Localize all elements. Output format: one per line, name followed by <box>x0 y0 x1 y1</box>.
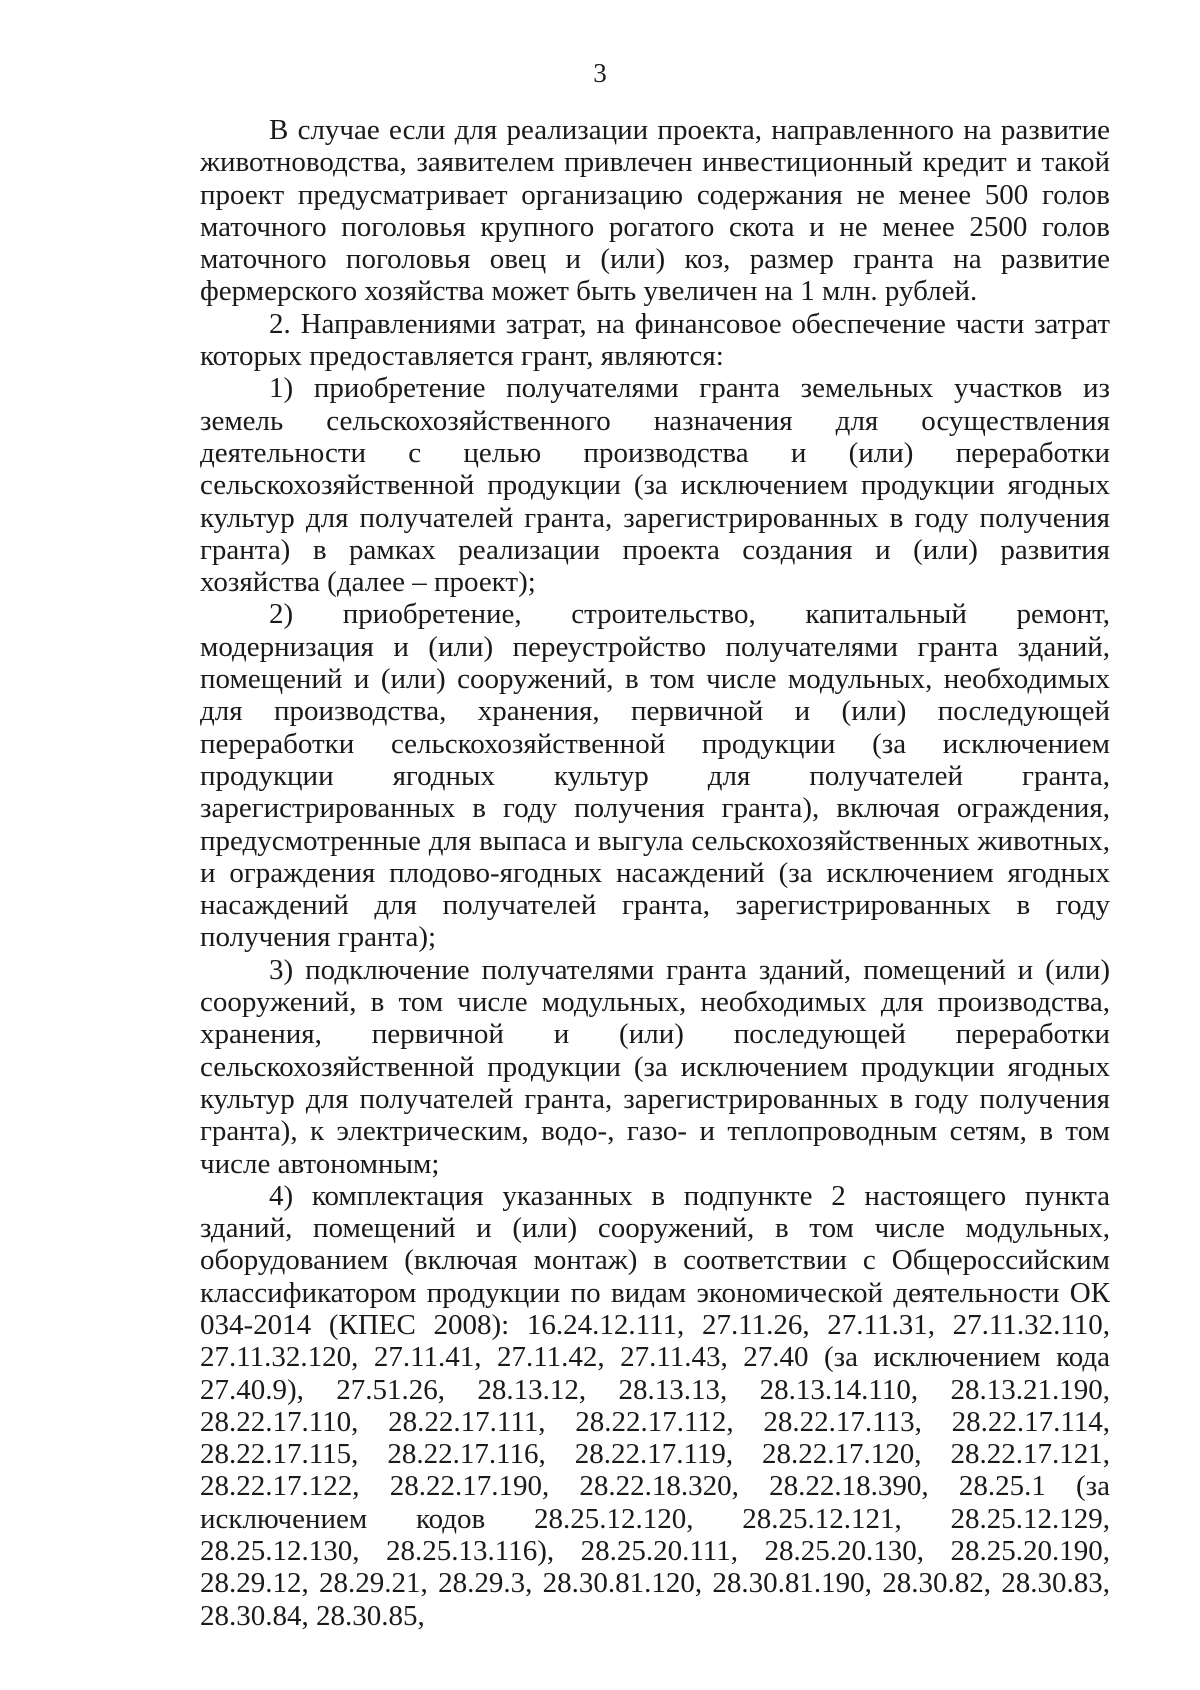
page-number: 3 <box>593 58 607 88</box>
list-item-buildings-construction: 2) приобретение, строительство, капитальный ремонт, модернизация и (или) переустройство получателями гранта зданий, помещений и (или) сооружений, в том числе модульных, необходимых для производства, хранения, первичной и (или) последующей переработки сельскохозяйственной продукции (за исключением продукции ягодных культур для получателей гранта, зарегистрированных в году получения гранта), включая ограждения, предусмотренные для выпаса и выгула сельскохозяйственных животных, и ограждения плодово-ягодных насаждений (за исключением ягодных насаждений для получателей гранта, зарегистрированных в году получения гранта); <box>200 598 1110 954</box>
list-item-land-acquisition: 1) приобретение получателями гранта земельных участков из земель сельскохозяйственного назначения для осуществления деятельности с целью производства и (или) переработки сельскохозяйственной продукции (за исключением продукции ягодных культур для получателей гранта, зарегистрированных в году получения гранта) в рамках реализации проекта создания и (или) развития хозяйства (далее – проект); <box>200 372 1110 599</box>
paragraph-expense-directions-intro: 2. Направлениями затрат, на финансовое обеспечение части затрат которых предоставляется грант, являются: <box>200 307 1110 373</box>
document-body <box>200 114 1110 1632</box>
paragraph-livestock-grant-increase: В случае если для реализации проекта, направленного на развитие животноводства, заявителем привлечен инвестиционный кредит и такой проект предусматривает организацию содержания не менее 500 голов маточного поголовья крупного рогатого скота и не менее 2500 голов маточного поголовья овец и (или) коз, размер гранта на развитие фермерского хозяйства может быть увеличен на 1 млн. рублей. <box>200 114 1110 308</box>
list-item-utility-connection: 3) подключение получателями гранта зданий, помещений и (или) сооружений, в том числе модульных, необходимых для производства, хранения, первичной и (или) последующей переработки сельскохозяйственной продукции (за исключением продукции ягодных культур для получателей гранта, зарегистрированных в году получения гранта), к электрическим, водо-, газо- и теплопроводным сетям, в том числе автономным; <box>200 953 1110 1180</box>
list-item-equipment-codes: 4) комплектация указанных в подпункте 2 настоящего пункта зданий, помещений и (или) сооружений, в том числе модульных, оборудованием (включая монтаж) в соответствии с Общероссийским классификатором продукции по видам экономической деятельности ОК 034-2014 (КПЕС 2008): 16.24.12.111, 27.11.26, 27.11.31, 27.11.32.110, 27.11.32.120, 27.11.41, 27.11.42, 27.11.43, 27.40 (за исключением кода 27.40.9), 27.51.26, 28.13.12, 28.13.13, 28.13.14.110, 28.13.21.190, 28.22.17.110, 28.22.17.111, 28.22.17.112, 28.22.17.113, 28.22.17.114, 28.22.17.115, 28.22.17.116, 28.22.17.119, 28.22.17.120, 28.22.17.121, 28.22.17.122, 28.22.17.190, 28.22.18.320, 28.22.18.390, 28.25.1 (за исключением кодов 28.25.12.120, 28.25.12.121, 28.25.12.129, 28.25.12.130, 28.25.13.116), 28.25.20.111, 28.25.20.130, 28.25.20.190, 28.29.12, 28.29.21, 28.29.3, 28.30.81.120, 28.30.81.190, 28.30.82, 28.30.83, 28.30.84, 28.30.85, <box>200 1179 1110 1632</box>
